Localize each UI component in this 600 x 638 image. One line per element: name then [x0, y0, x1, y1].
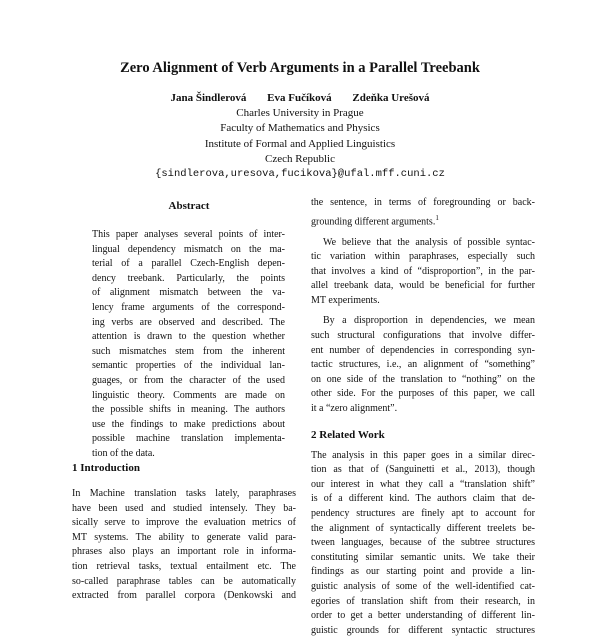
- abstract-line: use the findings to make predictions about: [92, 418, 285, 430]
- body-line: MT experiments.: [311, 294, 380, 306]
- abstract-line: attention is drawn to the question whether: [92, 331, 285, 343]
- abstract-line: the possible shifts in meaning. The authors: [92, 404, 285, 416]
- body-line: The analysis in this paper goes in a similar direc-: [311, 449, 535, 461]
- body-line: tactic structures, i.e., an alignment of “something”: [311, 359, 535, 371]
- right-column: [311, 196, 535, 638]
- abstract-line: lingual dependency mismatch on the ma-: [92, 243, 285, 255]
- abstract-line: tion of the data.: [92, 447, 155, 459]
- body-line: pendency structures are finely apt to account for: [311, 508, 535, 520]
- body-line: have been used and studied intensely. They ba-: [72, 502, 296, 514]
- body-line: ent number of dependencies in corresponding syn-: [311, 344, 535, 356]
- affiliation-line: Institute of Formal and Applied Linguistics: [204, 137, 396, 150]
- body-line: MT systems. The ability to generate valid para-: [72, 531, 296, 543]
- body-line: the sentence, in terms of foregrounding or back-: [311, 197, 535, 208]
- section-heading-introduction: 1 Introduction: [72, 462, 140, 474]
- abstract-line: of alignment mismatch between the va-: [92, 287, 285, 299]
- affiliation-line: Charles University in Prague: [236, 107, 364, 119]
- body-line: sically serve to improve the evaluation metrics of: [72, 517, 296, 529]
- body-line: on one side of the translation to “nothing” on the: [311, 373, 535, 385]
- section-heading-related-work: 2 Related Work: [311, 428, 385, 441]
- body-line: guistic grounds for different syntactic structures: [311, 624, 535, 636]
- paper-title: Zero Alignment of Verb Arguments in a Parallel Treebank: [120, 60, 480, 76]
- body-line: tween languages, because of the subtree structures: [311, 537, 535, 549]
- body-line: extracted from parallel corpora (Denkowski and: [72, 590, 296, 602]
- abstract-line: possible machine translation implementa-: [92, 433, 285, 445]
- body-line: tion retrieval tasks, textual entailment etc. The: [72, 560, 296, 572]
- abstract-line: terial of a parallel Czech-English depen-: [92, 258, 285, 270]
- body-line: tic variation within paraphrases, especially such: [311, 251, 535, 263]
- body-line: guistic analysis of some of the well-identified cat-: [311, 580, 535, 592]
- author-email[interactable]: {sindlerova,uresova,fucikova}@ufal.mff.cuni.cz: [155, 168, 445, 181]
- affiliation-line: Faculty of Mathematics and Physics: [220, 122, 380, 135]
- abstract-heading: Abstract: [168, 200, 210, 212]
- body-line: other side. For the purposes of this paper, we call: [311, 388, 535, 400]
- abstract-line: dency treebank. Particularly, the points: [92, 272, 285, 284]
- body-line: order to get a better understanding of different lin-: [311, 610, 535, 622]
- body-line-text: grounding different arguments.: [311, 215, 436, 227]
- author-name: Zdeňka Urešová: [352, 92, 430, 104]
- body-line: the alignment of syntactically different treelets be-: [311, 522, 535, 534]
- body-line: By a disproportion in dependencies, we mean: [323, 315, 535, 327]
- body-line: is of a different kind. The authors claim that de-: [311, 493, 535, 505]
- abstract-text: [92, 228, 285, 462]
- body-line: that involves a kind of “disproportion”, in the par-: [311, 265, 535, 277]
- author-name: Eva Fučíková: [267, 92, 332, 104]
- affiliation-block: [0, 106, 600, 182]
- introduction-text: [72, 487, 296, 604]
- author-name: Jana Šindlerová: [170, 92, 247, 104]
- abstract-line: guages, or from the character of the used: [92, 374, 285, 386]
- body-line: [311, 211, 535, 230]
- body-line: allel treebank data, would be beneficial for further: [311, 280, 535, 292]
- author-list: [0, 92, 600, 104]
- body-line: constituting similar semantic units. We take their: [311, 551, 535, 563]
- affiliation-line: Czech Republic: [265, 152, 335, 165]
- body-line: our interest in what they call a “translation shift”: [311, 478, 535, 490]
- body-line: In Machine translation tasks lately, paraphrases: [72, 488, 296, 499]
- abstract-line: semantic properties of the individual lan-: [92, 360, 285, 372]
- body-line: such structural configurations that involve differ-: [311, 330, 535, 342]
- body-line: egories of translation shift from their research, in: [311, 595, 535, 607]
- body-line: tion as that of (Sanguinetti et al., 2013), though: [311, 464, 535, 476]
- abstract-line: This paper analyses several points of inter-: [92, 229, 285, 240]
- body-line: We believe that the analysis of possible syntac-: [323, 236, 535, 248]
- body-line: findings as our starting point and provide a lin-: [311, 566, 535, 578]
- footnote-marker[interactable]: 1: [435, 213, 439, 222]
- body-line: phrases also plays an important role in informa-: [72, 546, 296, 558]
- body-line: so-called paraphrase tables can be automatically: [72, 575, 296, 587]
- body-line: it a “zero alignment”.: [311, 403, 398, 415]
- abstract-line: such mismatches stem from the inherent: [92, 345, 285, 357]
- abstract-line: lency frame arguments of the correspond-: [92, 301, 285, 313]
- abstract-line: linguistic theory. Comments are made on: [92, 389, 285, 401]
- abstract-line: ing verbs are observed and described. The: [92, 316, 285, 328]
